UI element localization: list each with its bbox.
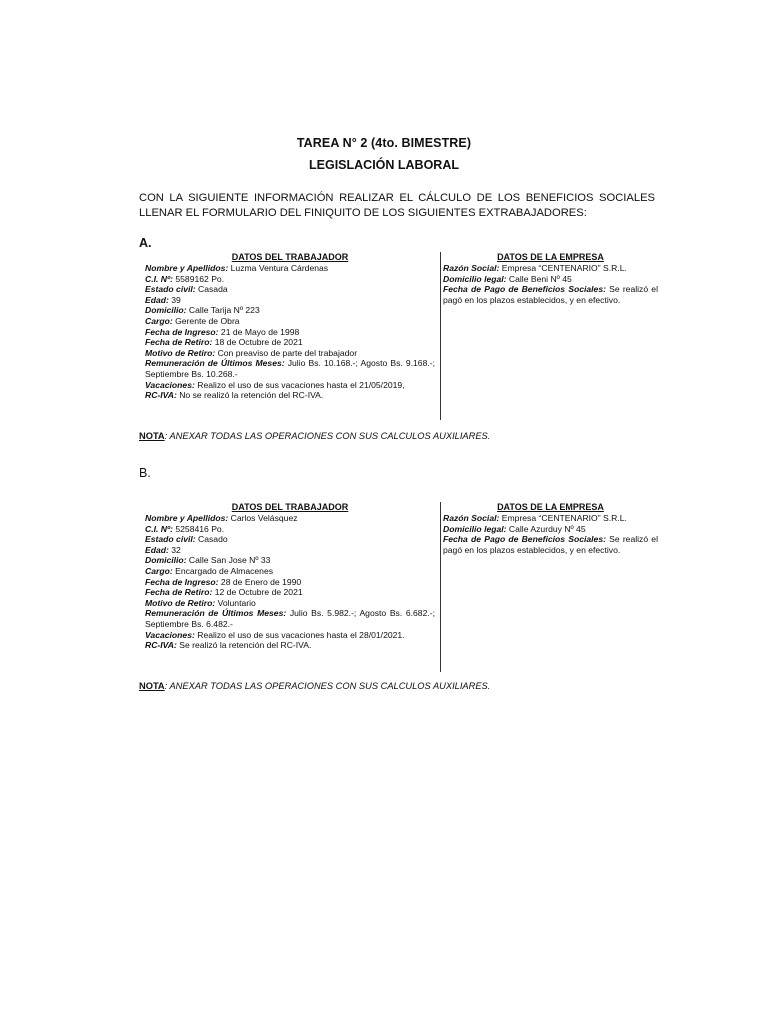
note-text: : ANEXAR TODAS LAS OPERACIONES CON SUS CALCULOS AUXILIARES.	[164, 681, 491, 691]
company-field-row	[443, 284, 658, 305]
field-label: Domicilio:	[145, 555, 187, 566]
worker-field-row	[145, 577, 435, 588]
worker-field-row	[145, 555, 435, 566]
worker-field-row	[145, 534, 435, 545]
field-value: Julio Bs. 10.168.-; Agosto Bs. 9.168.-; Septiembre Bs. 10.268.-	[145, 358, 435, 379]
company-field-row	[443, 524, 658, 535]
worker-field-row	[145, 545, 435, 556]
section-a-worker-column	[145, 252, 441, 420]
field-label: Estado civil:	[145, 534, 196, 545]
field-value: 5589162 Po.	[172, 273, 225, 284]
field-label: Vacaciones:	[145, 379, 195, 390]
field-value: Calle Azurduy Nº 45	[506, 523, 586, 534]
section-b-worker-column	[145, 502, 441, 672]
worker-field-row	[145, 327, 435, 338]
field-value: 12 de Octubre de 2021	[212, 587, 303, 598]
worker-heading: DATOS DEL TRABAJADOR	[231, 252, 349, 262]
field-label: Remuneración de Últimos Meses:	[145, 358, 285, 369]
field-label: Razón Social:	[443, 513, 500, 523]
worker-field-row	[145, 348, 435, 359]
field-label: Estado civil:	[145, 284, 196, 295]
field-value: Casada	[195, 284, 228, 295]
field-label: C.I. Nº:	[145, 523, 173, 534]
field-value: Con preaviso de parte del trabajador	[215, 347, 358, 358]
section-a-block	[139, 252, 662, 420]
field-value: Calle San Jose Nº 33	[186, 555, 271, 566]
field-value: Luzma Ventura Cárdenas	[228, 263, 329, 273]
field-label: Fecha de Ingreso:	[145, 326, 219, 337]
field-value: Gerente de Obra	[172, 315, 240, 326]
field-value: Realizo el uso de sus vacaciones hasta el 28/01/2021.	[194, 629, 405, 640]
field-value: 39	[168, 294, 181, 305]
field-value: Se realizó el pagó en los plazos establecidos, y en efectivo.	[443, 284, 658, 305]
worker-field-row	[145, 587, 435, 598]
company-heading: DATOS DE LA EMPRESA	[497, 502, 604, 512]
field-label: Cargo:	[145, 565, 173, 576]
field-value: Empresa “CENTENARIO” S.R.L.	[499, 263, 627, 273]
section-b-note	[139, 681, 490, 691]
worker-field-row	[145, 566, 435, 577]
worker-field-row	[145, 337, 435, 348]
worker-rows	[145, 513, 435, 651]
field-label: Motivo de Retiro:	[145, 347, 216, 358]
worker-field-row	[145, 274, 435, 285]
document-subtitle: LEGISLACIÓN LABORAL	[309, 158, 459, 172]
section-b-letter: B.	[139, 466, 151, 480]
field-label: Nombre y Apellidos:	[145, 263, 229, 273]
section-a-company-column	[443, 252, 658, 305]
worker-field-row	[145, 630, 435, 641]
note-label: NOTA	[139, 681, 165, 691]
worker-field-row	[145, 524, 435, 535]
field-label: Fecha de Retiro:	[145, 337, 213, 348]
field-label: Domicilio:	[145, 305, 187, 316]
company-field-row	[443, 274, 658, 285]
section-a-note	[139, 431, 490, 441]
field-value: 5258416 Po.	[172, 523, 225, 534]
field-value: 28 de Enero de 1990	[218, 576, 302, 587]
company-rows	[443, 513, 658, 555]
company-heading: DATOS DE LA EMPRESA	[497, 252, 604, 262]
company-field-row	[443, 534, 658, 555]
worker-heading: DATOS DEL TRABAJADOR	[231, 502, 349, 512]
field-label: Edad:	[145, 294, 169, 305]
worker-field-row	[145, 380, 435, 391]
worker-field-row	[145, 598, 435, 609]
field-label: Edad:	[145, 544, 169, 555]
field-label: RC-IVA:	[145, 640, 177, 651]
field-value: No se realizó la retención del RC-IVA.	[176, 390, 324, 401]
field-value: Se realizó la retención del RC-IVA.	[176, 640, 312, 651]
field-label: Fecha de Ingreso:	[145, 576, 219, 587]
field-value: 21 de Mayo de 1998	[218, 326, 300, 337]
field-label: Domicilio legal:	[443, 523, 507, 534]
note-text: : ANEXAR TODAS LAS OPERACIONES CON SUS CALCULOS AUXILIARES.	[164, 431, 491, 441]
field-label: Domicilio legal:	[443, 273, 507, 284]
worker-field-row	[145, 640, 435, 651]
intro-paragraph: CON LA SIGUIENTE INFORMACIÓN REALIZAR EL CÁLCULO DE LOS BENEFICIOS SOCIALES LLENAR EL FORMULARIO DEL FINIQUITO DE LOS SIGUIENTES EXTRABAJADORES:	[139, 192, 655, 219]
field-label: Fecha de Retiro:	[145, 587, 213, 598]
worker-field-row	[145, 295, 435, 306]
field-label: RC-IVA:	[145, 390, 177, 401]
field-value: Casado	[195, 534, 228, 545]
worker-field-row	[145, 390, 435, 401]
company-rows	[443, 263, 658, 305]
section-a-letter: A.	[139, 236, 152, 250]
field-label: C.I. Nº:	[145, 273, 173, 284]
worker-field-row	[145, 608, 435, 629]
worker-field-row	[145, 305, 435, 316]
section-b-company-column	[443, 502, 658, 555]
company-field-row	[443, 263, 658, 274]
field-value: Realizo el uso de sus vacaciones hasta el 21/05/2019,	[194, 379, 405, 390]
note-label: NOTA	[139, 431, 165, 441]
field-value: Calle Beni Nº 45	[506, 273, 572, 284]
worker-field-row	[145, 284, 435, 295]
field-value: Julio Bs. 5.982.-; Agosto Bs. 6.682.-; Septiembre Bs. 6.482.-	[145, 608, 435, 629]
field-label: Remuneración de Últimos Meses:	[145, 608, 287, 619]
field-value: Empresa “CENTENARIO” S.R.L.	[499, 513, 627, 523]
field-label: Razón Social:	[443, 263, 500, 273]
field-label: Fecha de Pago de Beneficios Sociales:	[443, 534, 606, 545]
worker-field-row	[145, 316, 435, 327]
field-value: Encargado de Almacenes	[172, 565, 274, 576]
field-label: Cargo:	[145, 315, 173, 326]
worker-rows	[145, 263, 435, 401]
document-title: TAREA N° 2 (4to. BIMESTRE)	[296, 136, 472, 150]
field-value: 18 de Octubre de 2021	[212, 337, 303, 348]
worker-field-row	[145, 358, 435, 379]
field-label: Nombre y Apellidos:	[145, 513, 229, 523]
company-field-row	[443, 513, 658, 524]
section-b-block	[139, 502, 662, 672]
field-value: Voluntario	[215, 597, 256, 608]
field-label: Fecha de Pago de Beneficios Sociales:	[443, 284, 606, 295]
worker-field-row	[145, 513, 435, 524]
field-value: Calle Tarija Nº 223	[186, 305, 260, 316]
worker-field-row	[145, 263, 435, 274]
field-value: 32	[168, 544, 181, 555]
field-label: Motivo de Retiro:	[145, 597, 216, 608]
field-label: Vacaciones:	[145, 629, 195, 640]
field-value: Se realizó el pagó en los plazos establecidos, y en efectivo.	[443, 534, 658, 555]
field-value: Carlos Velásquez	[228, 513, 298, 523]
